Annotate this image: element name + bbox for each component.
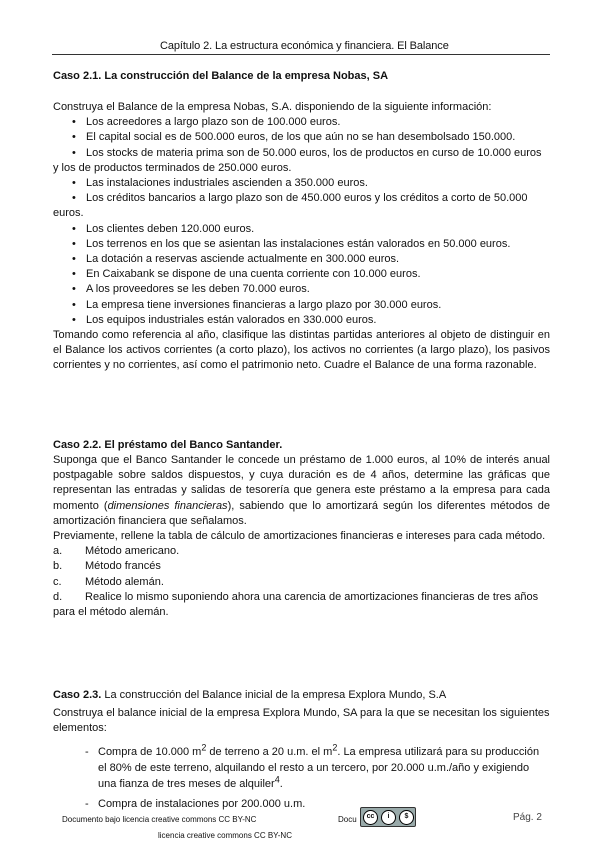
option-marker: d.	[53, 590, 63, 603]
license-text: licencia creative commons CC BY-NC	[158, 831, 292, 840]
option-marker: a.	[53, 545, 63, 558]
case2-heading: Caso 2.2. El préstamo del Banco Santander.	[53, 439, 283, 451]
case2-body	[53, 453, 550, 620]
license-text-partial: Docu	[338, 815, 357, 824]
header-divider	[52, 54, 550, 55]
list-item: • La dotación a reservas asciende actualmente en 300.000 euros.	[53, 252, 550, 267]
list-item: • Las instalaciones industriales ascienden a 350.000 euros.	[53, 176, 550, 191]
case3-body	[53, 706, 550, 812]
case3-heading-label: Caso 2.3.	[53, 689, 102, 701]
list-item: • Los clientes deben 120.000 euros.	[53, 222, 550, 237]
case1-closing: Tomando como referencia al año, clasifique las distintas partidas anteriores al objeto de distinguir en el Balance los activos corrientes (a corto plazo), los activos no corrientes (a largo plazo), los pasivos corrientes y no corrientes, así como el patrimonio neto. Cuadre el Balance de una forma razonable.	[53, 329, 550, 372]
list-item: • Los acreedores a largo plazo son de 100.000 euros.	[53, 115, 550, 130]
option-text: Realice lo mismo suponiendo ahora una carencia de amortizaciones financieras de tres años para el método alemán.	[53, 590, 539, 619]
license-text: Documento bajo licencia creative commons CC BY-NC	[62, 815, 257, 824]
list-item: • El capital social es de 500.000 euros, de los que aún no se han desembolsado 150.000.	[53, 130, 550, 145]
case1-heading: Caso 2.1. La construcción del Balance de la empresa Nobas, SA	[53, 70, 389, 82]
option-text: Método alemán.	[85, 575, 164, 588]
case3-heading-text: La construcción del Balance inicial de la empresa Explora Mundo, S.A	[101, 689, 447, 701]
list-item: • Los stocks de materia prima son de 50.000 euros, los de productos en curso de 10.000 euros y los de productos terminados de 250.000 euros.	[53, 146, 550, 176]
list-item: • Los créditos bancarios a largo plazo son de 450.000 euros y los créditos a corto de 50.000 euros.	[53, 191, 550, 221]
list-item: • A los proveedores se les deben 70.000 euros.	[53, 282, 550, 297]
case2-paragraph	[53, 453, 550, 529]
option-d	[53, 590, 550, 620]
case2-para-italic: dimensiones financieras	[107, 499, 228, 512]
noncommercial-icon: $	[399, 810, 414, 825]
page-number: Pág. 2	[513, 812, 542, 823]
list-item: • Los terrenos en los que se asientan las instalaciones están valorados en 50.000 euros.	[53, 237, 550, 252]
case1-body	[53, 100, 550, 374]
page-header: Capítulo 2. La estructura económica y financiera. El Balance	[160, 40, 449, 52]
case3-item1-part: de terreno a 20 u.m. el m	[206, 746, 333, 759]
superscript: 2	[332, 742, 338, 753]
case3-item1-part: . La empresa utilizará para su producción el 80% de este terreno, alquilando el resto a un tercero, por 20.000 u.m./año y exigiendo una fianza de tres meses de alquiler	[98, 746, 540, 791]
option-a	[53, 544, 550, 559]
list-item: • Los equipos industriales están valorados en 330.000 euros.	[53, 313, 550, 328]
case1-list	[53, 115, 550, 328]
option-marker: b.	[53, 560, 63, 573]
option-text: Método americano.	[85, 545, 180, 558]
dash-marker: -	[85, 798, 89, 811]
list-item: • En Caixabank se dispone de una cuenta corriente con 10.000 euros.	[53, 267, 550, 282]
case3-item	[53, 744, 550, 792]
case3-item1-part: .	[279, 778, 283, 791]
case3-item1-part: Compra de 10.000 m	[98, 746, 202, 759]
case2-paragraph-2: Previamente, rellene la tabla de cálculo de amortizaciones financieras e intereses para cada método.	[53, 530, 546, 543]
cc-license-badge[interactable]	[360, 807, 416, 827]
case3-item	[53, 796, 550, 812]
attribution-icon: i	[381, 810, 396, 825]
cc-icon: cc	[363, 810, 378, 825]
option-text: Método francés	[85, 560, 161, 573]
case3-intro: Construya el balance inicial de la empresa Explora Mundo, SA para la que se necesitan los siguientes elementos:	[53, 707, 550, 735]
superscript: 2	[201, 742, 207, 753]
case3-item2-text: Compra de instalaciones por 200.000 u.m.	[98, 798, 306, 811]
dash-marker: -	[85, 746, 89, 759]
option-b	[53, 559, 550, 574]
footnote-ref[interactable]: 4	[274, 774, 280, 785]
option-c	[53, 575, 550, 590]
list-item: • La empresa tiene inversiones financieras a largo plazo por 30.000 euros.	[53, 298, 550, 313]
case2-para-before: Suponga que el Banco Santander le concede un préstamo de 1.000 euros, al 10% de interés anual postpagable sobre saldos dispuestos, y cuya duración es de 4 años, determine las gráficas que representan las entradas y salidas de tesorería que genera este préstamo a la empresa para cada momento (	[53, 454, 550, 512]
case1-intro: Construya el Balance de la empresa Nobas, S.A. disponiendo de la siguiente información:	[53, 101, 492, 113]
case3-heading	[53, 688, 550, 703]
case2-para-after: ), sabiendo que lo amortizará según los diferentes métodos de amortización financiera que señalamos.	[53, 499, 550, 527]
option-marker: c.	[53, 575, 62, 588]
